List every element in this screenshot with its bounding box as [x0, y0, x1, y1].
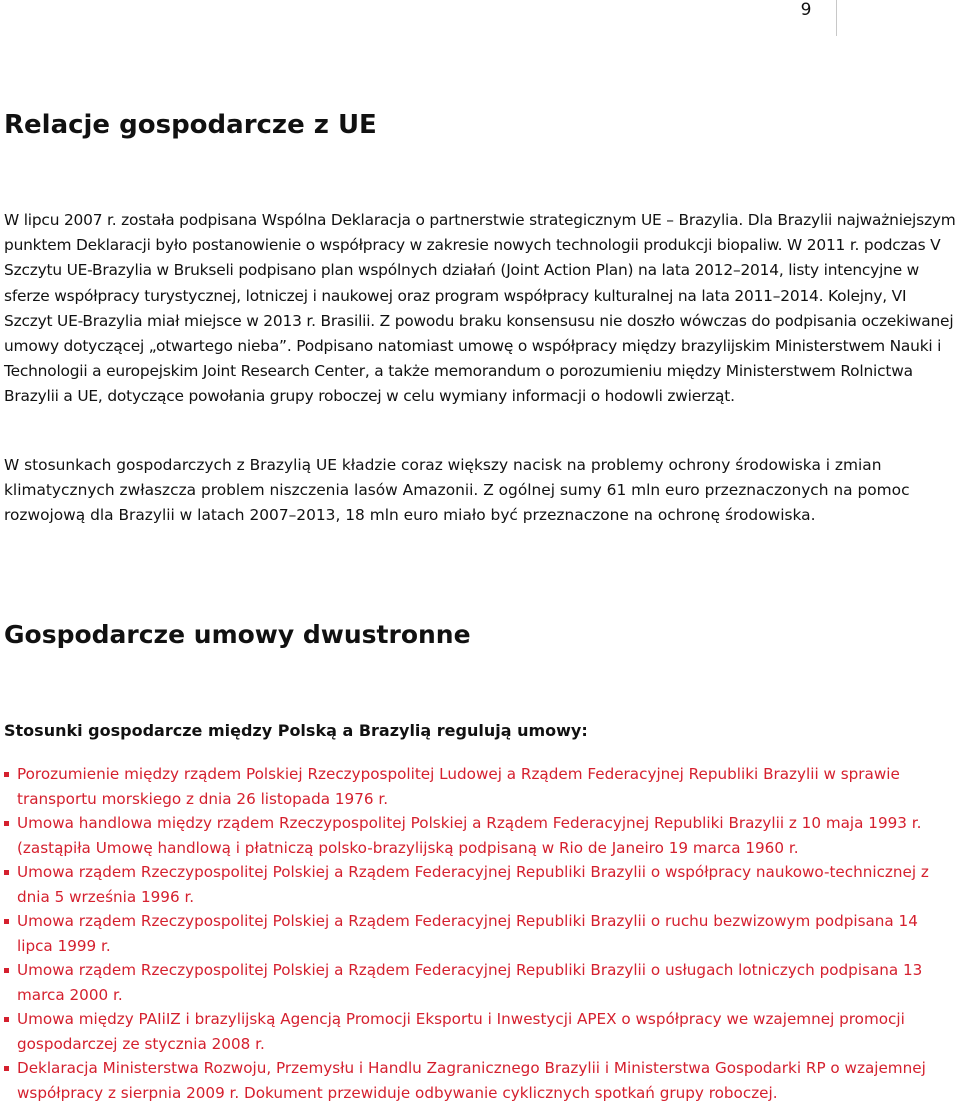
list-item: [0, 958, 960, 1007]
agreement-text: Umowa handlowa między rządem Rzeczypospolitej Polskiej a Rządem Federacyjnej Republiki Brazylii z 10 maja 1993 r. (zastąpiła Umowę handlową i płatniczą polsko-brazylijską podpisaną w Rio de Janeiro 19 marca 1960 r.: [17, 814, 922, 857]
agreement-text: Umowa między PAIiIZ i brazylijską Agencją Promocji Eksportu i Inwestycji APEX o współpracy we wzajemnej promocji gospodarczej ze stycznia 2008 r.: [17, 1010, 905, 1053]
list-item: [0, 1007, 960, 1056]
list-item: [0, 811, 960, 860]
page-number: 9: [800, 0, 812, 20]
list-item: [0, 1056, 960, 1105]
agreement-text: Umowa rządem Rzeczypospolitej Polskiej a Rządem Federacyjnej Republiki Brazylii o ruchu bezwizowym podpisana 14 lipca 1999 r.: [17, 912, 918, 955]
agreement-text: Umowa rządem Rzeczypospolitej Polskiej a Rządem Federacyjnej Republiki Brazylii o usługach lotniczych podpisana 13 marca 2000 r.: [17, 961, 923, 1004]
page-header-divider: [836, 0, 960, 36]
agreement-text: Deklaracja Ministerstwa Rozwoju, Przemysłu i Handlu Zagranicznego Brazylii i Ministerstwa Gospodarki RP o wzajemnej współpracy z sierpnia 2009 r. Dokument przewiduje odbywanie cyklicznych spotkań grupy roboczej.: [17, 1059, 926, 1102]
bullet-icon: [4, 821, 9, 826]
agreement-text: Umowa rządem Rzeczypospolitej Polskiej a Rządem Federacyjnej Republiki Brazylii o współpracy naukowo-technicznej z dnia 5 września 1996 r.: [17, 863, 929, 906]
section-title-eu-relations: Relacje gospodarcze z UE: [4, 110, 377, 140]
agreement-text: Porozumienie między rządem Polskiej Rzeczypospolitej Ludowej a Rządem Federacyjnej Republiki Brazylii w sprawie transportu morskiego z dnia 26 listopada 1976 r.: [17, 765, 900, 808]
agreements-list: [0, 762, 960, 1105]
list-item: [0, 860, 960, 909]
bullet-icon: [4, 919, 9, 924]
bullet-icon: [4, 1017, 9, 1022]
bullet-icon: [4, 1066, 9, 1071]
bullet-icon: [4, 772, 9, 777]
paragraph-environment: W stosunkach gospodarczych z Brazylią UE kładzie coraz większy nacisk na problemy ochrony środowiska i zmian klimatycznych zwłaszcza problem niszczenia lasów Amazonii. Z ogólnej sumy 61 mln euro przeznaczonych na pomoc rozwojową dla Brazylii w latach 2007–2013, 18 mln euro miało być przeznaczone na ochronę środowiska.: [4, 456, 910, 525]
list-item: [0, 762, 960, 811]
section-title-bilateral-agreements: Gospodarcze umowy dwustronne: [4, 620, 471, 649]
agreements-intro: Stosunki gospodarcze między Polską a Brazylią regulują umowy:: [4, 721, 588, 740]
bullet-icon: [4, 870, 9, 875]
paragraph-eu-summits: W lipcu 2007 r. została podpisana Wspólna Deklaracja o partnerstwie strategicznym UE – Brazylia. Dla Brazylii najważniejszym punktem Deklaracji było postanowienie o współpracy w zakresie nowych technologii produkcji biopaliw. W 2011 r. podczas V Szczytu UE-Brazylia w Brukseli podpisano plan wspólnych działań (Joint Action Plan) na lata 2012–2014, listy intencyjne w sferze współpracy turystycznej, lotniczej i naukowej oraz program współpracy kulturalnej na lata 2011–2014. Kolejny, VI Szczyt UE-Brazylia miał miejsce w 2013 r. Brasilii. Z powodu braku konsensusu nie doszło wówczas do podpisania oczekiwanej umowy dotyczącej „otwartego nieba”. Podpisano natomiast umowę o współpracy między brazylijskim Ministerstwem Nauki i Technologii a europejskim Joint Research Center, a także memorandum o porozumieniu między Ministerstwem Rolnictwa Brazylii a UE, dotyczące powołania grupy roboczej w celu wymiany informacji o hodowli zwierząt.: [4, 211, 956, 406]
bullet-icon: [4, 968, 9, 973]
list-item: [0, 909, 960, 958]
